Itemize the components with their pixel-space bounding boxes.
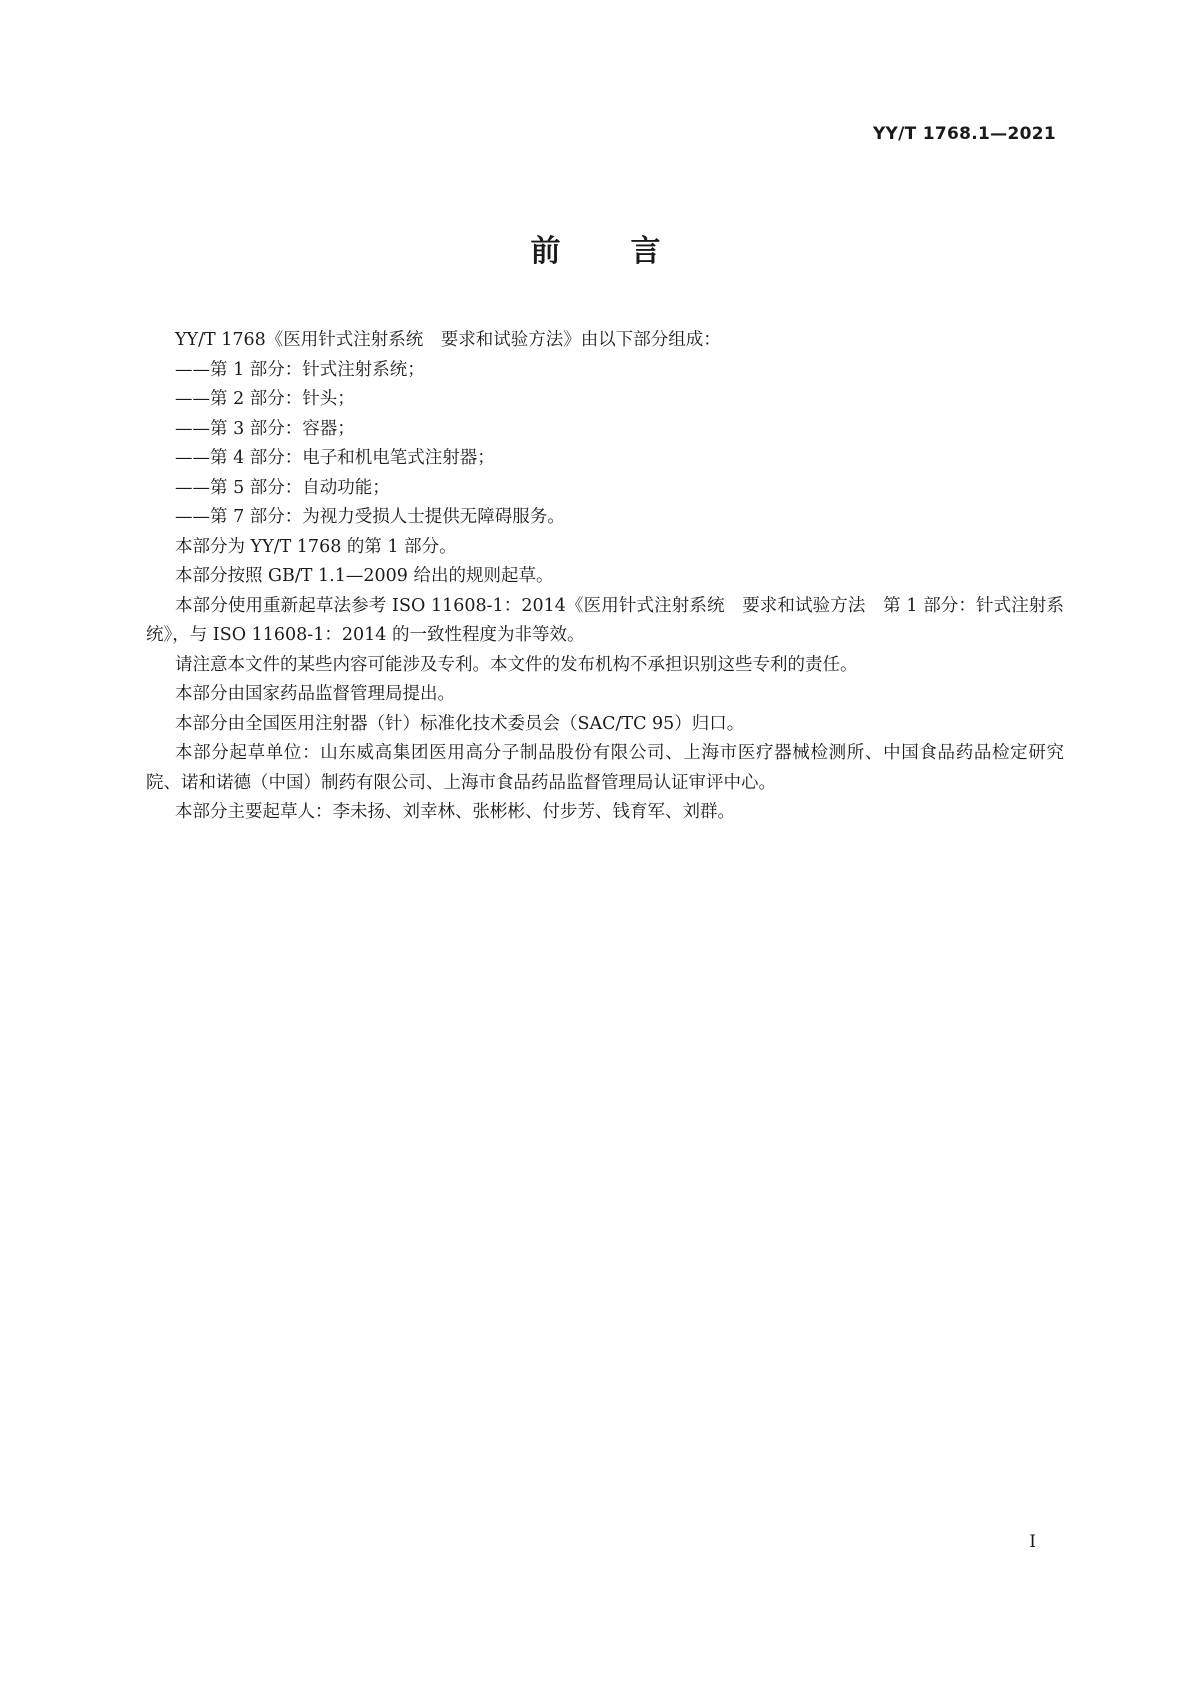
list-item-part-2: ——第 2 部分：针头；: [175, 389, 355, 409]
list-item-part-1: ——第 1 部分：针式注射系统；: [175, 359, 425, 380]
part-statement-paragraph: 本部分为 YY/T 1768 的第 1 部分。: [175, 536, 457, 557]
patent-notice-paragraph: 请注意本文件的某些内容可能涉及专利。本文件的发布机构不承担识别这些专利的责任。: [175, 654, 858, 675]
title-char-1: 前: [530, 234, 561, 269]
proposer-paragraph: 本部分由国家药品监督管理局提出。: [175, 684, 455, 704]
list-item-part-5: ——第 5 部分：自动功能；: [175, 477, 390, 498]
list-item-part-7: ——第 7 部分：为视力受损人士提供无障碍服务。: [175, 507, 565, 527]
foreword-body: [146, 326, 1064, 828]
drafting-units-paragraph: 本部分起草单位：山东威高集团医用高分子制品股份有限公司、上海市医疗器械检测所、中国食品药品检定研究院、诺和诺德（中国）制药有限公司、上海市食品药品监督管理局认证审评中心。: [146, 743, 1064, 793]
title-char-2: 言: [630, 234, 661, 269]
iso-reference-paragraph: 本部分使用重新起草法参考 ISO 11608-1：2014《医用针式注射系统 要求和试验方法 第 1 部分：针式注射系统》，与 ISO 11608-1：2014 的一致性程度为非等效。: [146, 595, 1064, 645]
page-number: I: [1029, 1532, 1036, 1552]
intro-paragraph: YY/T 1768《医用针式注射系统 要求和试验方法》由以下部分组成：: [175, 330, 721, 350]
list-item-part-3: ——第 3 部分：容器；: [175, 418, 355, 439]
drafters-paragraph: 本部分主要起草人：李未扬、刘幸林、张彬彬、付步芳、钱育军、刘群。: [175, 802, 735, 822]
standard-code: YY/T 1768.1—2021: [872, 124, 1056, 144]
page-title: [0, 226, 1191, 270]
drafting-rules-paragraph: 本部分按照 GB/T 1.1—2009 给出的规则起草。: [175, 566, 554, 586]
list-item-part-4: ——第 4 部分：电子和机电笔式注射器；: [175, 448, 495, 468]
committee-paragraph: 本部分由全国医用注射器（针）标准化技术委员会（SAC/TC 95）归口。: [175, 713, 745, 734]
